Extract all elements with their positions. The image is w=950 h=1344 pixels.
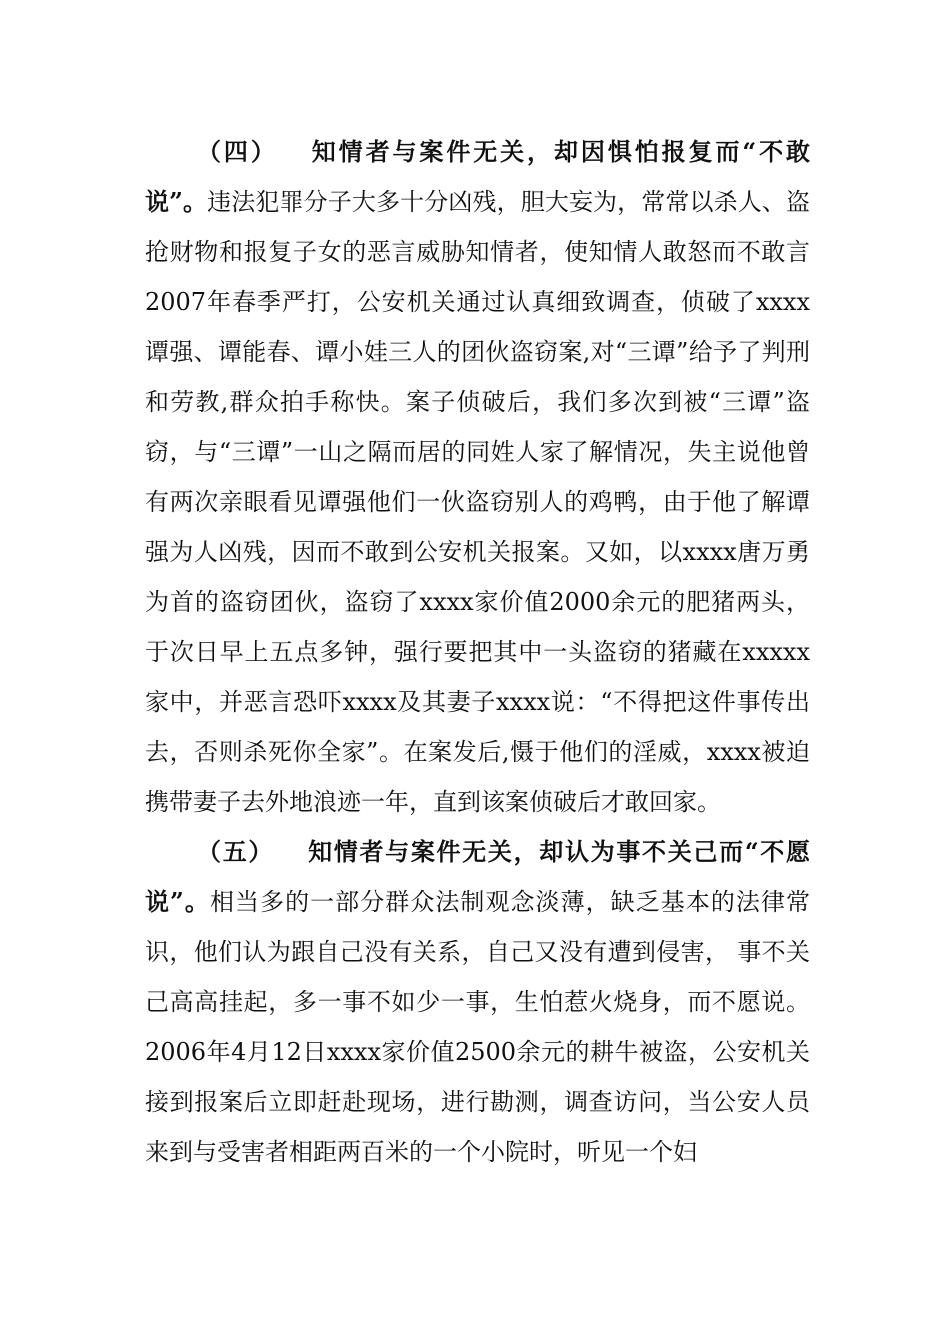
section-four-number: （四） (197, 137, 278, 166)
section-five (145, 827, 810, 1177)
section-four (145, 127, 810, 827)
section-four-heading: 知情者与案件无关，却因惧怕报复而“不敢说”。 (145, 137, 810, 216)
section-five-number: （五） (197, 837, 275, 866)
section-five-heading: 知情者与案件无关，却认为事不关己而“不愿说”。 (145, 837, 810, 916)
section-five-body: 相当多的一部分群众法制观念淡薄，缺乏基本的法律常识，他们认为跟自己没有关系，自己又没有遭到侵害， 事不关己高高挂起，多一事不如少一事，生怕惹火烧身，而不愿说。2006年4月12日xxxx家价值2500余元的耕牛被盗，公安机关接到报案后立即赶赴现场，进行勘测，调查访问，当公安人员来到与受害者相距两百米的一个小院时，听见一个妇 (145, 888, 811, 1166)
section-four-body: 违法犯罪分子大多十分凶残，胆大妄为，常常以杀人、盗抢财物和报复子女的恶言威胁知情者，使知情人敢怒而不敢言2007年春季严打，公安机关通过认真细致调查，侦破了xxxx谭强、谭能春、谭小娃三人的团伙盗窃案,对“三谭”给予了判刑和劳教,群众拍手称快。案子侦破后，我们多次到被“三谭”盗窃，与“三谭”一山之隔而居的同姓人家了解情况，失主说他曾有两次亲眼看见谭强他们一伙盗窃别人的鸡鸭，由于他了解谭强为人凶残，因而不敢到公安机关报案。又如，以xxxx唐万勇为首的盗窃团伙，盗窃了xxxx家价值2000余元的肥猪两头，于次日早上五点多钟，强行要把其中一头盗窃的猪藏在xxxxx家中，并恶言恐吓xxxx及其妻子xxxx说：“不得把这件事传出去，否则杀死你全家”。在案发后,慑于他们的淫威，xxxx被迫携带妻子去外地浪迹一年，直到该案侦破后才敢回家。 (145, 188, 811, 816)
